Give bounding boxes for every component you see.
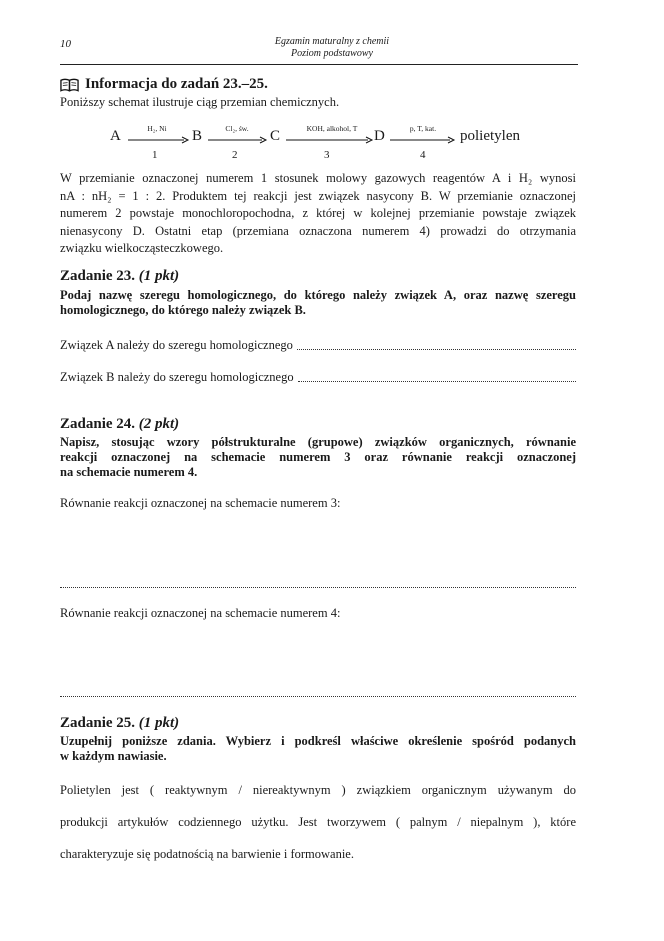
exam-header [0,36,664,60]
instruction-line: reakcji oznaczonej na schemacie numerem 3 oraz równanie reakcji oznaczonej [60,450,576,464]
instruction-line: na schemacie numerem 4. [60,465,198,479]
instruction-line: homologicznego, do którego należy związek B. [60,303,306,317]
task25-sentence-2[interactable]: produkcji artykułów codziennego użytku. Jest tworzywem ( palnym / niepalnym ), które [60,815,576,829]
task23-heading [60,268,179,285]
task24-title: Zadanie 24. [60,416,136,432]
book-icon [60,78,79,92]
eq3-answer-line[interactable] [60,587,576,588]
task24-instruction [60,435,576,480]
step-number-3: 3 [324,149,330,161]
species-a: A [110,128,121,144]
arrow-label-2: Cl₂, św. [225,124,249,133]
task25-title: Zadanie 25. [60,715,136,731]
info-line: W przemianie oznaczonej numerem 1 stosunek molowy gazowych reagentów A i H₂ wynosi [60,171,576,185]
arrow-1 [128,136,190,144]
reaction-scheme [110,122,580,164]
answer-b-field[interactable] [298,370,576,382]
answer-b-label: Związek B należy do szeregu homologicznego [60,370,294,384]
task24-points: (2 pkt) [138,416,180,432]
answer-a-label: Związek A należy do szeregu homologicznego [60,338,293,352]
task25-points: (1 pkt) [138,715,180,731]
eq4-label: Równanie reakcji oznaczonej na schemacie numerem 4: [60,606,341,620]
instruction-line: Podaj nazwę szeregu homologicznego, do którego należy związek A, oraz nazwę szeregu [60,288,576,302]
arrow-label-1: H₂, Ni [147,124,167,133]
instruction-line: Napisz, stosując wzory półstrukturalne (grupowe) związków organicznych, równanie [60,435,576,449]
task23-title: Zadanie 23. [60,268,136,284]
task23-instruction [60,288,576,318]
species-d: D [374,128,385,144]
instruction-line: w każdym nawiasie. [60,749,167,763]
info-line: nienasycony D. Ostatni etap (przemiana oznaczona numerem 4) prowadzi do otrzymania [60,223,576,238]
species-b: B [192,128,203,144]
exam-title: Egzamin maturalny z chemii [274,36,390,47]
task25-sentence-3: charakteryzuje się podatnością na barwienie i formowanie. [60,847,354,861]
task23-answer-a[interactable] [60,338,576,353]
arrow-2 [208,136,268,144]
task25-sentence-1[interactable]: Polietylen jest ( reaktywnym / niereaktywnym ) związkiem organicznym używanym do [60,783,576,797]
step-number-2: 2 [232,149,238,161]
arrow-label-3: KOH, alkohol, T [306,124,358,133]
instruction-line: Uzupełnij poniższe zdania. Wybierz i podkreśl właściwe określenie spośród podanych [60,734,576,748]
info-intro: Poniższy schemat ilustruje ciąg przemian chemicznych. [60,95,340,109]
info-line: nA : nH₂ = 1 : 2. Produktem tej reakcji jest związek nasycony B. W przemianie oznaczonej [60,188,576,203]
exam-level: Poziom podstawowy [291,48,373,59]
arrow-4 [390,136,456,144]
task25-heading [60,715,179,732]
step-number-1: 1 [152,149,158,161]
step-number-4: 4 [420,149,426,161]
info-paragraph [60,170,576,258]
task25-instruction [60,734,576,764]
eq4-answer-line[interactable] [60,696,576,697]
task23-points: (1 pkt) [138,268,180,284]
task23-answer-b[interactable] [60,370,576,385]
arrow-label-4: p, T, kat. [409,124,437,133]
page-number: 10 [60,38,71,50]
answer-a-field[interactable] [297,338,576,350]
info-line: numerem 2 powstaje monochloropochodna, z której w kolejnej przemianie powstaje związek [60,206,576,220]
header-divider [60,64,578,65]
species-c: C [270,128,281,144]
species-polyethylene: polietylen [460,128,520,144]
info-line: związku wielkocząsteczkowego. [60,241,224,255]
eq3-label: Równanie reakcji oznaczonej na schemacie numerem 3: [60,496,341,510]
arrow-3 [286,136,374,144]
info-heading [60,76,268,93]
task24-heading [60,416,179,433]
info-title: Informacja do zadań 23.–25. [85,76,268,92]
